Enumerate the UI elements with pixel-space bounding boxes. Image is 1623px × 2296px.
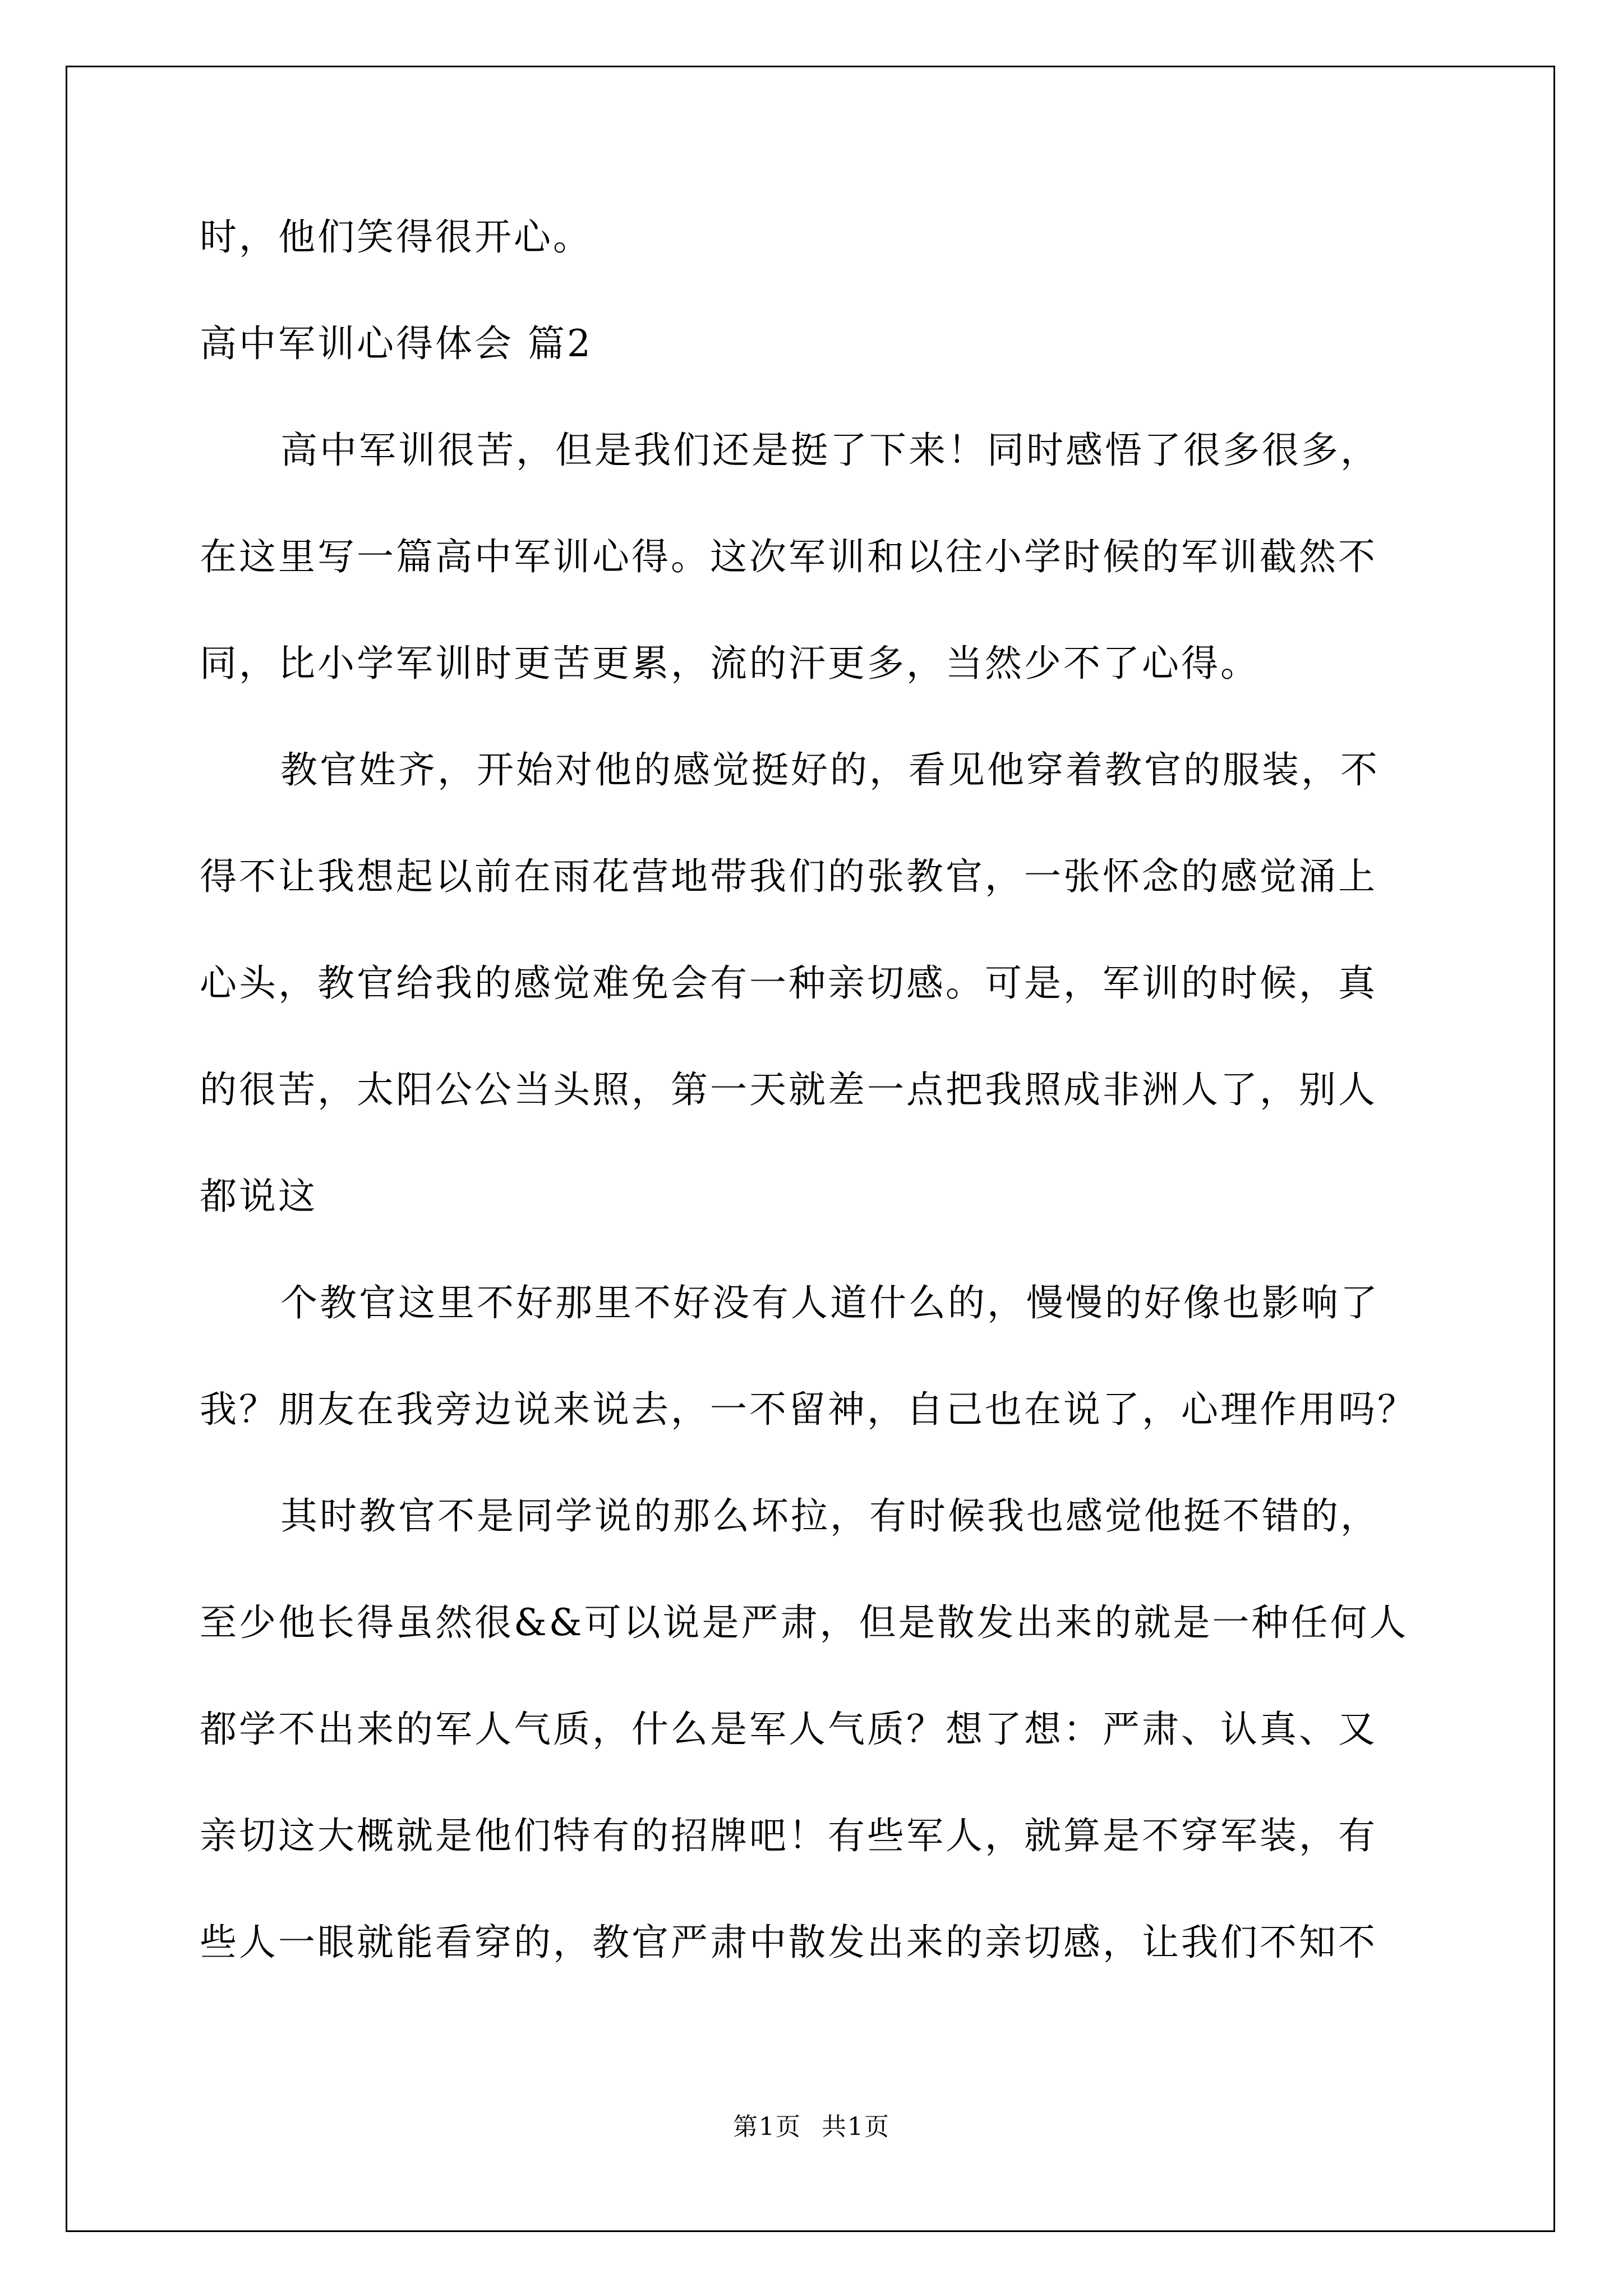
text-line: 在这里写一篇高中军训心得。这次军训和以往小学时候的军训截然不 [200,535,1377,578]
text-line: 至少他长得虽然很&&可以说是严肃，但是散发出来的就是一种任何人 [200,1601,1409,1644]
text-line: 我？朋友在我旁边说来说去，一不留神，自己也在说了，心理作用吗？ [200,1388,1417,1431]
text-line: 都学不出来的军人气质，什么是军人气质？想了想：严肃、认真、又 [200,1708,1377,1751]
text-line: 的很苦，太阳公公当头照，第一天就差一点把我照成非洲人了，别人 [200,1068,1377,1111]
text-line: 高中军训很苦，但是我们还是挺了下来！同时感悟了很多很多， [280,429,1380,472]
text-line: 亲切这大概就是他们特有的招牌吧！有些军人，就算是不穿军装，有 [200,1814,1377,1857]
text-line: 些人一眼就能看穿的，教官严肃中散发出来的亲切感，让我们不知不 [200,1921,1377,1964]
text-line: 心头，教官给我的感觉难免会有一种亲切感。可是，军训的时候，真 [200,961,1377,1005]
text-line: 其时教官不是同学说的那么坏拉，有时候我也感觉他挺不错的， [280,1494,1380,1538]
page-number: 第1页 [733,2113,801,2141]
text-line: 个教官这里不好那里不好没有人道什么的，慢慢的好像也影响了 [280,1281,1380,1324]
text-line: 都说这 [200,1175,317,1218]
page-footer [0,2110,1623,2144]
text-line: 时，他们笑得很开心。 [200,215,592,259]
text-line: 教官姓齐，开始对他的感觉挺好的，看见他穿着教官的服装，不 [280,748,1380,792]
text-line: 同，比小学军训时更苦更累，流的汗更多，当然少不了心得。 [200,642,1260,685]
page-border [66,66,1555,2232]
text-line: 得不让我想起以前在雨花营地带我们的张教官，一张怀念的感觉涌上 [200,855,1377,898]
page-total: 共1页 [822,2113,890,2141]
section-heading: 高中军训心得体会 篇2 [200,322,593,365]
